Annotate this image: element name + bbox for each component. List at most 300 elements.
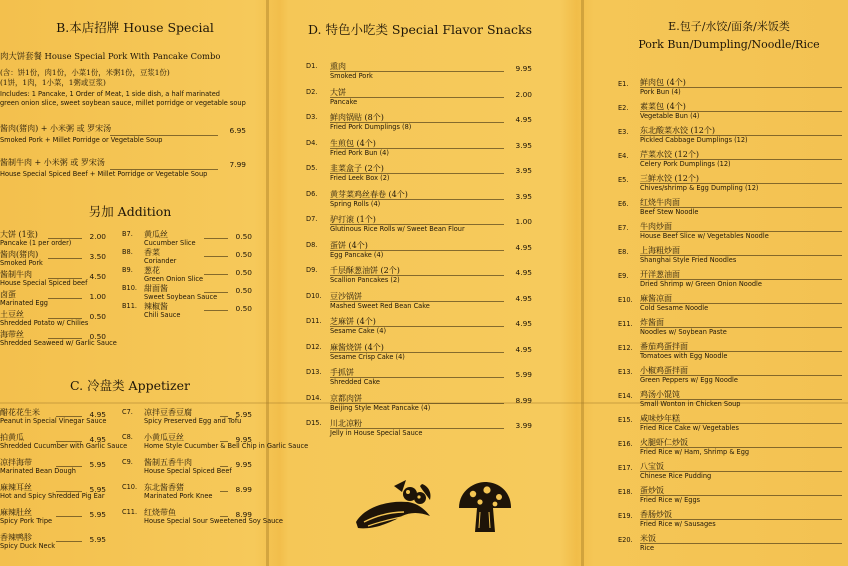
item-price: 8.99 (515, 395, 532, 405)
leader-line (56, 491, 82, 492)
item-number: E2. (618, 104, 629, 112)
item-name-zh: 咸味炒年糕 (640, 414, 680, 423)
menu-item (122, 230, 252, 248)
leader-line (330, 224, 504, 225)
item-number: E8. (618, 248, 629, 256)
addition-title (60, 202, 200, 220)
item-name-zh: 凉拌海带 (0, 458, 32, 467)
leader-line (330, 122, 504, 123)
leader-line (330, 326, 504, 327)
leader-line (220, 516, 228, 517)
item-number: B11. (122, 302, 138, 310)
item-price: 3.50 (89, 252, 106, 261)
item-name-en: Fried Rice w/ Ham, Shrimp & Egg (640, 448, 750, 456)
item-number: C11. (122, 508, 138, 516)
item-price: 9.95 (515, 64, 532, 73)
combo-title: 肉大饼套餐 House Special Pork With Pancake Combo (0, 51, 221, 61)
item-name-en: Fried Leek Box (2) (330, 174, 390, 182)
item-number: D3. (306, 113, 318, 121)
item-price: 1.00 (89, 292, 106, 301)
item-name-en: Mashed Sweet Red Bean Cake (330, 301, 430, 310)
item-number: E1. (618, 80, 629, 88)
menu-item (0, 158, 246, 192)
item-number: E11. (618, 320, 633, 328)
leader-line (640, 87, 842, 88)
menu-item (0, 508, 106, 533)
menu-item (618, 150, 846, 174)
leader-line (56, 516, 82, 517)
item-number: B7. (122, 230, 133, 238)
item-name-zh: 上海粗炒面 (640, 246, 680, 255)
item-name-en: Dried Shrimp w/ Green Onion Noodle (640, 280, 762, 288)
item-name-en: Fried Rice w/ Eggs (640, 496, 701, 504)
leader-line (204, 292, 228, 293)
house-special-heading: B.本店招牌 House Special (56, 20, 214, 35)
item-number: E5. (618, 176, 629, 184)
item-price: 2.00 (89, 232, 106, 241)
menu-item (306, 394, 532, 420)
leader-line (330, 250, 504, 251)
addition-heading: 另加 Addition (88, 204, 172, 219)
leader-line (56, 441, 82, 442)
item-name-en: Fried Pork Dumplings (8) (330, 123, 412, 131)
leader-line (48, 338, 82, 339)
item-name-zh: 红烧带鱼 (144, 508, 176, 517)
leader-line (640, 231, 842, 232)
leader-line (48, 258, 82, 259)
item-name-en: Small Wonton in Chicken Soup (640, 400, 741, 408)
item-name-en: Marinated Bean Dough (0, 467, 76, 475)
leader-line (640, 399, 842, 400)
item-price: 8.99 (235, 510, 252, 519)
menu-item (618, 462, 846, 486)
menu-item (618, 534, 846, 558)
buns-title-en (610, 38, 848, 51)
item-name-en: Sesame Cake (4) (330, 327, 387, 335)
item-price: 9.95 (235, 460, 252, 469)
item-price: 3.95 (515, 191, 532, 201)
item-name-zh: 东北酱香猪 (144, 483, 184, 492)
menu-item (618, 102, 846, 126)
menu-item (306, 215, 532, 241)
item-number: D13. (306, 368, 322, 376)
item-number: D6. (306, 189, 318, 198)
menu-item (618, 510, 846, 534)
leader-line (640, 279, 842, 280)
item-name-en: House Beef Slice w/ Vegetables Noodle (640, 232, 769, 240)
item-name-en: Shredded Potato w/ Chilies (0, 319, 89, 327)
item-number: E6. (618, 200, 629, 208)
item-name-en: Fried Rice w/ Sausages (640, 520, 716, 528)
menu-item (122, 408, 252, 433)
item-name-zh: 鲜肉锅贴 (8个) (330, 113, 384, 122)
item-price: 7.99 (229, 160, 246, 169)
item-name-en: Pickled Cabbage Dumplings (12) (640, 136, 748, 144)
item-number: D5. (306, 164, 318, 172)
item-name-zh: 炸酱面 (640, 318, 664, 327)
menu-item (306, 139, 532, 165)
item-name-en: Chives/shrimp & Egg Dumpling (12) (640, 184, 759, 192)
item-name-zh: 驴打滚 (1个) (330, 215, 376, 224)
item-name-zh: 熏肉 (330, 62, 346, 71)
buns-heading-en: Pork Bun/Dumpling/Noodle/Rice (638, 38, 820, 51)
item-name-zh: 蛋饼 (4个) (330, 240, 368, 250)
item-price: 5.95 (89, 535, 106, 544)
leader-line (330, 428, 504, 429)
item-number: E4. (618, 152, 629, 160)
item-name-zh: 酱肉(猪肉) + 小米粥 或 罗宋汤 (0, 124, 112, 133)
item-name-zh: 卤蛋 (0, 290, 16, 299)
item-price: 3.95 (515, 166, 532, 175)
item-name-en: Smoked Pork + Millet Porridge or Vegetable Soup (0, 136, 163, 144)
menu-item (122, 433, 309, 458)
item-price: 4.95 (515, 319, 532, 328)
leader-line (640, 447, 842, 448)
item-name-zh: 三鲜水饺 (12个) (640, 174, 699, 183)
buns-heading-zh: E.包子/水饺/面条/米饭类 (668, 20, 790, 33)
menu-item (618, 222, 846, 246)
item-number: E16. (618, 440, 633, 448)
menu-item (0, 533, 106, 558)
item-name-zh: 芹菜水饺 (12个) (640, 150, 699, 159)
item-name-zh: 八宝饭 (640, 462, 664, 471)
menu-item (0, 250, 106, 270)
item-name-en: Vegetable Bun (4) (640, 112, 700, 120)
item-name-en: Hot and Spicy Shredded Pig Ear (0, 492, 105, 500)
leader-line (204, 310, 228, 311)
item-name-zh: 蛋炒饭 (640, 486, 664, 495)
buns-title-zh (610, 18, 848, 34)
item-name-en: Marinated Pork Knee (144, 492, 213, 500)
item-name-en: Smoked Pork (330, 72, 373, 80)
item-name-zh: 京都肉饼 (330, 393, 362, 403)
item-price: 4.95 (515, 268, 532, 277)
leader-line (330, 377, 504, 378)
item-price: 9.95 (235, 435, 252, 444)
item-name-en: Pork Bun (4) (640, 88, 681, 96)
item-name-en: Spicy Pork Tripe (0, 517, 53, 525)
item-name-zh: 香肠炒饭 (640, 510, 672, 519)
item-name-en: Chili Sauce (144, 311, 181, 319)
item-name-en: Rice (640, 544, 655, 552)
leader-line (48, 298, 82, 299)
item-name-en: House Special Spiced Beef + Millet Porridge or Vegetable Soup (0, 170, 208, 178)
item-name-en: Shredded Cucumber with Garlic Sauce (0, 442, 128, 450)
item-name-zh: 土豆丝 (0, 310, 24, 319)
item-price: 0.50 (235, 268, 252, 277)
item-price: 3.95 (515, 140, 532, 150)
item-price: 4.50 (89, 272, 106, 281)
item-number: D8. (306, 240, 318, 249)
combo-line: Includes: 1 Pancake, 1 Order of Meat, 1 side dish, a half marinated (0, 90, 220, 98)
menu-item (0, 408, 106, 433)
leader-line (640, 495, 842, 496)
leader-line (56, 541, 82, 542)
item-name-en: Home Style Cucumber & Bell Chip in Garlic Sauce (144, 442, 309, 450)
item-name-zh: 酱制五香牛肉 (144, 458, 192, 467)
panel-house-special (0, 0, 309, 566)
item-name-en: Pancake (1 per order) (0, 239, 72, 247)
leader-line (220, 491, 228, 492)
menu-item (0, 330, 117, 350)
menu-item (618, 198, 846, 222)
item-name-zh: 香辣鸭胗 (0, 533, 32, 542)
item-name-zh: 酱制牛肉 (0, 270, 32, 279)
item-name-zh: 黄芽菜鸡丝春卷 (4个) (330, 189, 408, 199)
leader-line (640, 423, 842, 424)
menu-item (0, 458, 106, 483)
menu-item (306, 190, 532, 216)
leader-line (220, 416, 228, 417)
menu-item (618, 486, 846, 510)
item-number: B8. (122, 248, 133, 256)
leader-line (48, 318, 82, 319)
menu-item (0, 124, 246, 158)
item-price: 4.95 (89, 410, 106, 419)
item-name-zh: 麻酱凉面 (640, 294, 672, 303)
mushroom-icon (455, 480, 515, 540)
leader-line (640, 183, 842, 184)
item-name-zh: 大饼 (1张) (0, 230, 38, 239)
item-number: D10. (306, 291, 322, 300)
item-name-zh: 韭菜盒子 (2个) (330, 164, 384, 173)
leader-line (220, 466, 228, 467)
leader-line (204, 238, 228, 239)
item-name-en: Celery Pork Dumplings (12) (640, 160, 731, 168)
leader-line (330, 173, 504, 174)
item-name-en: Spicy Preserved Egg and Tofu (144, 417, 242, 425)
item-name-zh: 麻辣肚丝 (0, 508, 32, 517)
item-name-en: Chinese Rice Pudding (640, 472, 712, 480)
leader-line (640, 351, 842, 352)
item-name-zh: 素菜包 (4个) (640, 102, 686, 111)
menu-item (122, 266, 252, 284)
item-price: 0.50 (89, 312, 106, 321)
item-price: 8.99 (235, 485, 252, 494)
fold-line (266, 0, 269, 566)
item-name-zh: 鲜肉包 (4个) (640, 78, 686, 87)
menu-item (306, 113, 532, 139)
item-name-zh: 火腿虾仁炒饭 (640, 438, 688, 447)
item-name-en: Peanut in Special Vinegar Sauce (0, 417, 107, 425)
item-name-en: Green Peppers w/ Egg Noodle (640, 376, 738, 384)
item-name-zh: 开洋葱油面 (640, 270, 680, 279)
item-name-zh: 东北酸菜水饺 (12个) (640, 126, 715, 135)
leader-line (640, 543, 842, 544)
item-name-zh: 酱制牛肉 + 小米粥 或 罗宋汤 (0, 158, 105, 167)
menu-item (306, 88, 532, 114)
item-name-zh: 麻辣耳丝 (0, 483, 32, 492)
leader-line (204, 256, 228, 257)
item-number: C10. (122, 483, 138, 491)
item-number: C8. (122, 433, 133, 441)
item-name-en: Sesame Crisp Cake (4) (330, 352, 405, 361)
leader-line (204, 274, 228, 275)
item-price: 0.50 (89, 332, 106, 341)
item-name-en: Fried Rice Cake w/ Vegetables (640, 424, 739, 432)
leader-line (640, 303, 842, 304)
item-name-en: Beijing Style Meat Pancake (4) (330, 403, 431, 412)
leader-line (330, 71, 504, 72)
item-name-en: Glutinous Rice Rolls w/ Sweet Bean Flour (330, 225, 465, 233)
menu-item (618, 318, 846, 342)
item-name-zh: 海带丝 (0, 330, 24, 339)
item-name-en: Egg Pancake (4) (330, 250, 384, 259)
menu-item (122, 483, 252, 508)
item-name-en: Marinated Egg (0, 299, 48, 307)
item-price: 0.50 (235, 250, 252, 259)
item-name-zh: 辣椒酱 (144, 302, 168, 311)
menu-item (618, 174, 846, 198)
item-price: 5.95 (235, 410, 252, 419)
leader-line (48, 278, 82, 279)
menu-item (306, 292, 532, 318)
menu-item (306, 62, 532, 88)
item-name-en: Spicy Duck Neck (0, 542, 56, 550)
item-number: E17. (618, 464, 633, 472)
item-name-zh: 大饼 (330, 87, 346, 97)
house-special-title (20, 18, 250, 36)
menu-item (618, 294, 846, 318)
item-name-zh: 醋花花生米 (0, 408, 40, 417)
appetizer-heading: C. 冷盘类 Appetizer (70, 378, 190, 393)
panel-buns-noodles (610, 0, 848, 566)
menu-item (122, 302, 252, 320)
item-name-zh: 米饭 (640, 534, 656, 543)
item-name-en: Green Onion Slice (144, 275, 204, 283)
item-number: E12. (618, 344, 633, 352)
menu-item (122, 508, 283, 533)
item-number: D4. (306, 138, 318, 147)
appetizer-title (40, 376, 220, 394)
item-name-en: Pancake (330, 97, 358, 106)
item-name-en: Jelly in House Special Sauce (330, 429, 423, 437)
item-name-zh: 芝麻饼 (4个) (330, 317, 376, 326)
menu-item (306, 164, 532, 190)
menu-item (618, 342, 846, 366)
item-name-en: House Special Spiced Beef (144, 467, 232, 475)
item-number: E19. (618, 512, 633, 520)
leader-line (330, 301, 504, 302)
item-number: C7. (122, 408, 133, 416)
menu-item (0, 230, 106, 250)
item-price: 4.95 (515, 293, 532, 303)
cornucopia-icon (350, 478, 436, 542)
item-number: B10. (122, 284, 138, 292)
menu-item (306, 241, 532, 267)
item-name-zh: 甜面酱 (144, 284, 168, 293)
leader-line (640, 135, 842, 136)
item-number: E18. (618, 488, 633, 496)
item-price: 0.50 (235, 304, 252, 313)
item-price: 2.00 (515, 89, 532, 99)
item-name-en: Fried Pork Bun (4) (330, 148, 389, 157)
item-number: D15. (306, 419, 322, 427)
menu-item (306, 368, 532, 394)
item-name-en: Shanghai Style Fried Noodles (640, 256, 737, 264)
leader-line (640, 375, 842, 376)
menu-item (306, 266, 532, 292)
item-price: 4.95 (515, 242, 532, 252)
menu-item (618, 270, 846, 294)
item-number: E20. (618, 536, 633, 544)
item-name-en: Shredded Seaweed w/ Garlic Sauce (0, 339, 117, 347)
leader-line (330, 352, 504, 353)
item-name-en: Beef Stew Noodle (640, 208, 699, 216)
item-number: C9. (122, 458, 133, 466)
item-name-en: Shredded Cake (330, 378, 380, 386)
item-number: E15. (618, 416, 633, 424)
item-price: 0.50 (235, 232, 252, 241)
item-price: 0.50 (235, 286, 252, 295)
leader-line (640, 327, 842, 328)
combo-line: (含：饼1份，肉1份，小菜1份，米粥1份，豆浆1份) (0, 68, 170, 77)
item-price: 5.95 (89, 485, 106, 494)
item-number: B9. (122, 266, 133, 274)
menu-item (618, 78, 846, 102)
menu-item (618, 390, 846, 414)
item-number: E10. (618, 296, 633, 304)
item-name-en: Smoked Pork (0, 259, 43, 267)
item-name-en: Cold Sesame Noodle (640, 304, 709, 312)
item-name-zh: 葱花 (144, 266, 160, 275)
snacks-title (300, 20, 540, 38)
menu-item (618, 438, 846, 462)
item-price: 3.99 (515, 421, 532, 430)
item-number: D12. (306, 342, 322, 351)
menu-item (122, 458, 252, 483)
item-name-zh: 拍黄瓜 (0, 433, 24, 442)
item-name-zh: 牛肉炒面 (640, 222, 672, 231)
menu-item (0, 270, 106, 290)
item-name-zh: 小椒鸡蛋拌面 (640, 366, 688, 375)
combo-line: green onion slice, sweet soybean sauce, millet porridge or vegetable soup (0, 99, 246, 107)
item-name-zh: 黄瓜丝 (144, 230, 168, 239)
leader-line (110, 169, 218, 170)
menu-item (618, 414, 846, 438)
item-price: 5.95 (89, 510, 106, 519)
item-price: 5.99 (515, 370, 532, 379)
menu-item (0, 483, 106, 508)
fold-line (581, 0, 584, 566)
leader-line (640, 159, 842, 160)
item-name-zh: 凉拌豆香豆腐 (144, 408, 192, 417)
item-name-en: Sweet Soybean Sauce (144, 293, 218, 301)
item-name-zh: 酱肉(猪肉) (0, 250, 39, 259)
item-name-en: House Special Sour Sweetened Soy Sauce (144, 517, 283, 525)
leader-line (640, 207, 842, 208)
item-name-en: Noodles w/ Soybean Paste (640, 328, 727, 336)
item-price: 1.00 (515, 217, 532, 226)
menu-item (306, 419, 532, 445)
leader-line (330, 199, 504, 200)
item-number: E13. (618, 368, 633, 376)
leader-line (110, 135, 218, 136)
menu-item (0, 310, 106, 330)
leader-line (330, 148, 504, 149)
item-name-zh: 番茄鸡蛋拌面 (640, 342, 688, 351)
item-number: E7. (618, 224, 629, 232)
menu-item (122, 248, 252, 266)
item-name-zh: 鸡汤小馄饨 (640, 390, 680, 399)
item-number: D14. (306, 393, 322, 402)
item-number: D11. (306, 317, 322, 325)
item-price: 4.95 (89, 435, 106, 444)
leader-line (330, 97, 504, 98)
item-name-en: Spring Rolls (4) (330, 199, 381, 208)
menu-item (618, 246, 846, 270)
item-name-zh: 豆沙锅饼 (330, 291, 362, 301)
